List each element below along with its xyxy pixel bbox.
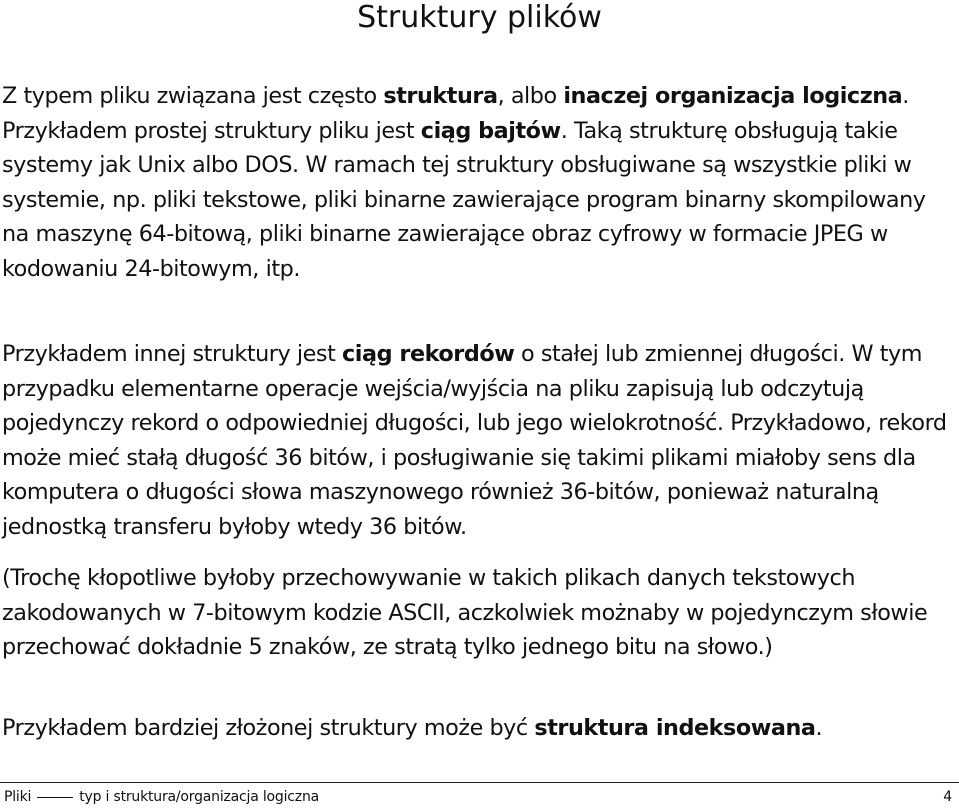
text-span: o stałej lub zmiennej długości. W tym przypadku elementarne operacje wejścia/wyjścia na pliku zapisują lub odczytują pojedynczy rekord o odpowiedniej długości, lub jego wielokrotność. Przykładowo, rekord może mieć stałą długość 36 bitów, i posługiwanie się takimi plikami miałoby sens dla komputera o długości słowa maszynowego również 36-bitów, ponieważ naturalną jednostką transferu byłoby wtedy 36 bitów. <box>2 341 947 540</box>
paragraph-ascii-note: (Trochę kłopotliwe byłoby przechowywanie w takich plikach danych tekstowych zakodowanych w 7-bitowym kodzie ASCII, aczkolwiek możnaby w pojedynczym słowie przechować dokładnie 5 znaków, ze stratą tylko jednego bitu na słowo.) <box>2 565 928 660</box>
text-span: Przykładem bardziej złożonej struktury może być <box>2 715 535 741</box>
term-struktura-indeksowana: struktura indeksowana <box>534 715 816 741</box>
footer-title: Pliki <box>4 789 32 805</box>
paragraph-indexed-structure <box>2 711 954 746</box>
footer-divider <box>0 782 959 783</box>
text-span: . Przykładem prostej struktury pliku jest <box>2 83 909 144</box>
page-number: 4 <box>943 789 952 805</box>
text-span: , albo <box>497 83 564 109</box>
footer <box>4 788 954 806</box>
paragraph-record-structure <box>2 337 954 544</box>
paragraph-file-structure <box>2 79 954 286</box>
term-ciag-bajtow: ciąg bajtów <box>420 117 561 144</box>
footer-section: typ i struktura/organizacja logiczna <box>79 789 319 805</box>
text-span: . <box>815 715 823 741</box>
slide-title: Struktury plików <box>357 0 602 35</box>
footer-dash <box>37 797 73 798</box>
term-struktura: struktura <box>383 83 498 109</box>
text-span: Z typem pliku związana jest często <box>2 83 384 109</box>
text-span: Przykładem innej struktury jest <box>2 341 343 367</box>
term-ciag-rekordow: ciąg rekordów <box>342 341 515 367</box>
text-span: . Taką strukturę obsługują takie systemy jak Unix albo DOS. W ramach tej struktury obsługiwane są wszystkie pliki w systemie, np. pliki tekstowe, pliki binarne zawierające program binarny skompilowany na maszynę 64-bitową, pliki binarne zawierające obraz cyfrowy w formacie JPEG w kodowaniu 24-bitowym, itp. <box>2 117 926 282</box>
term-organizacja-logiczna: inaczej organizacja logiczna <box>563 83 903 109</box>
